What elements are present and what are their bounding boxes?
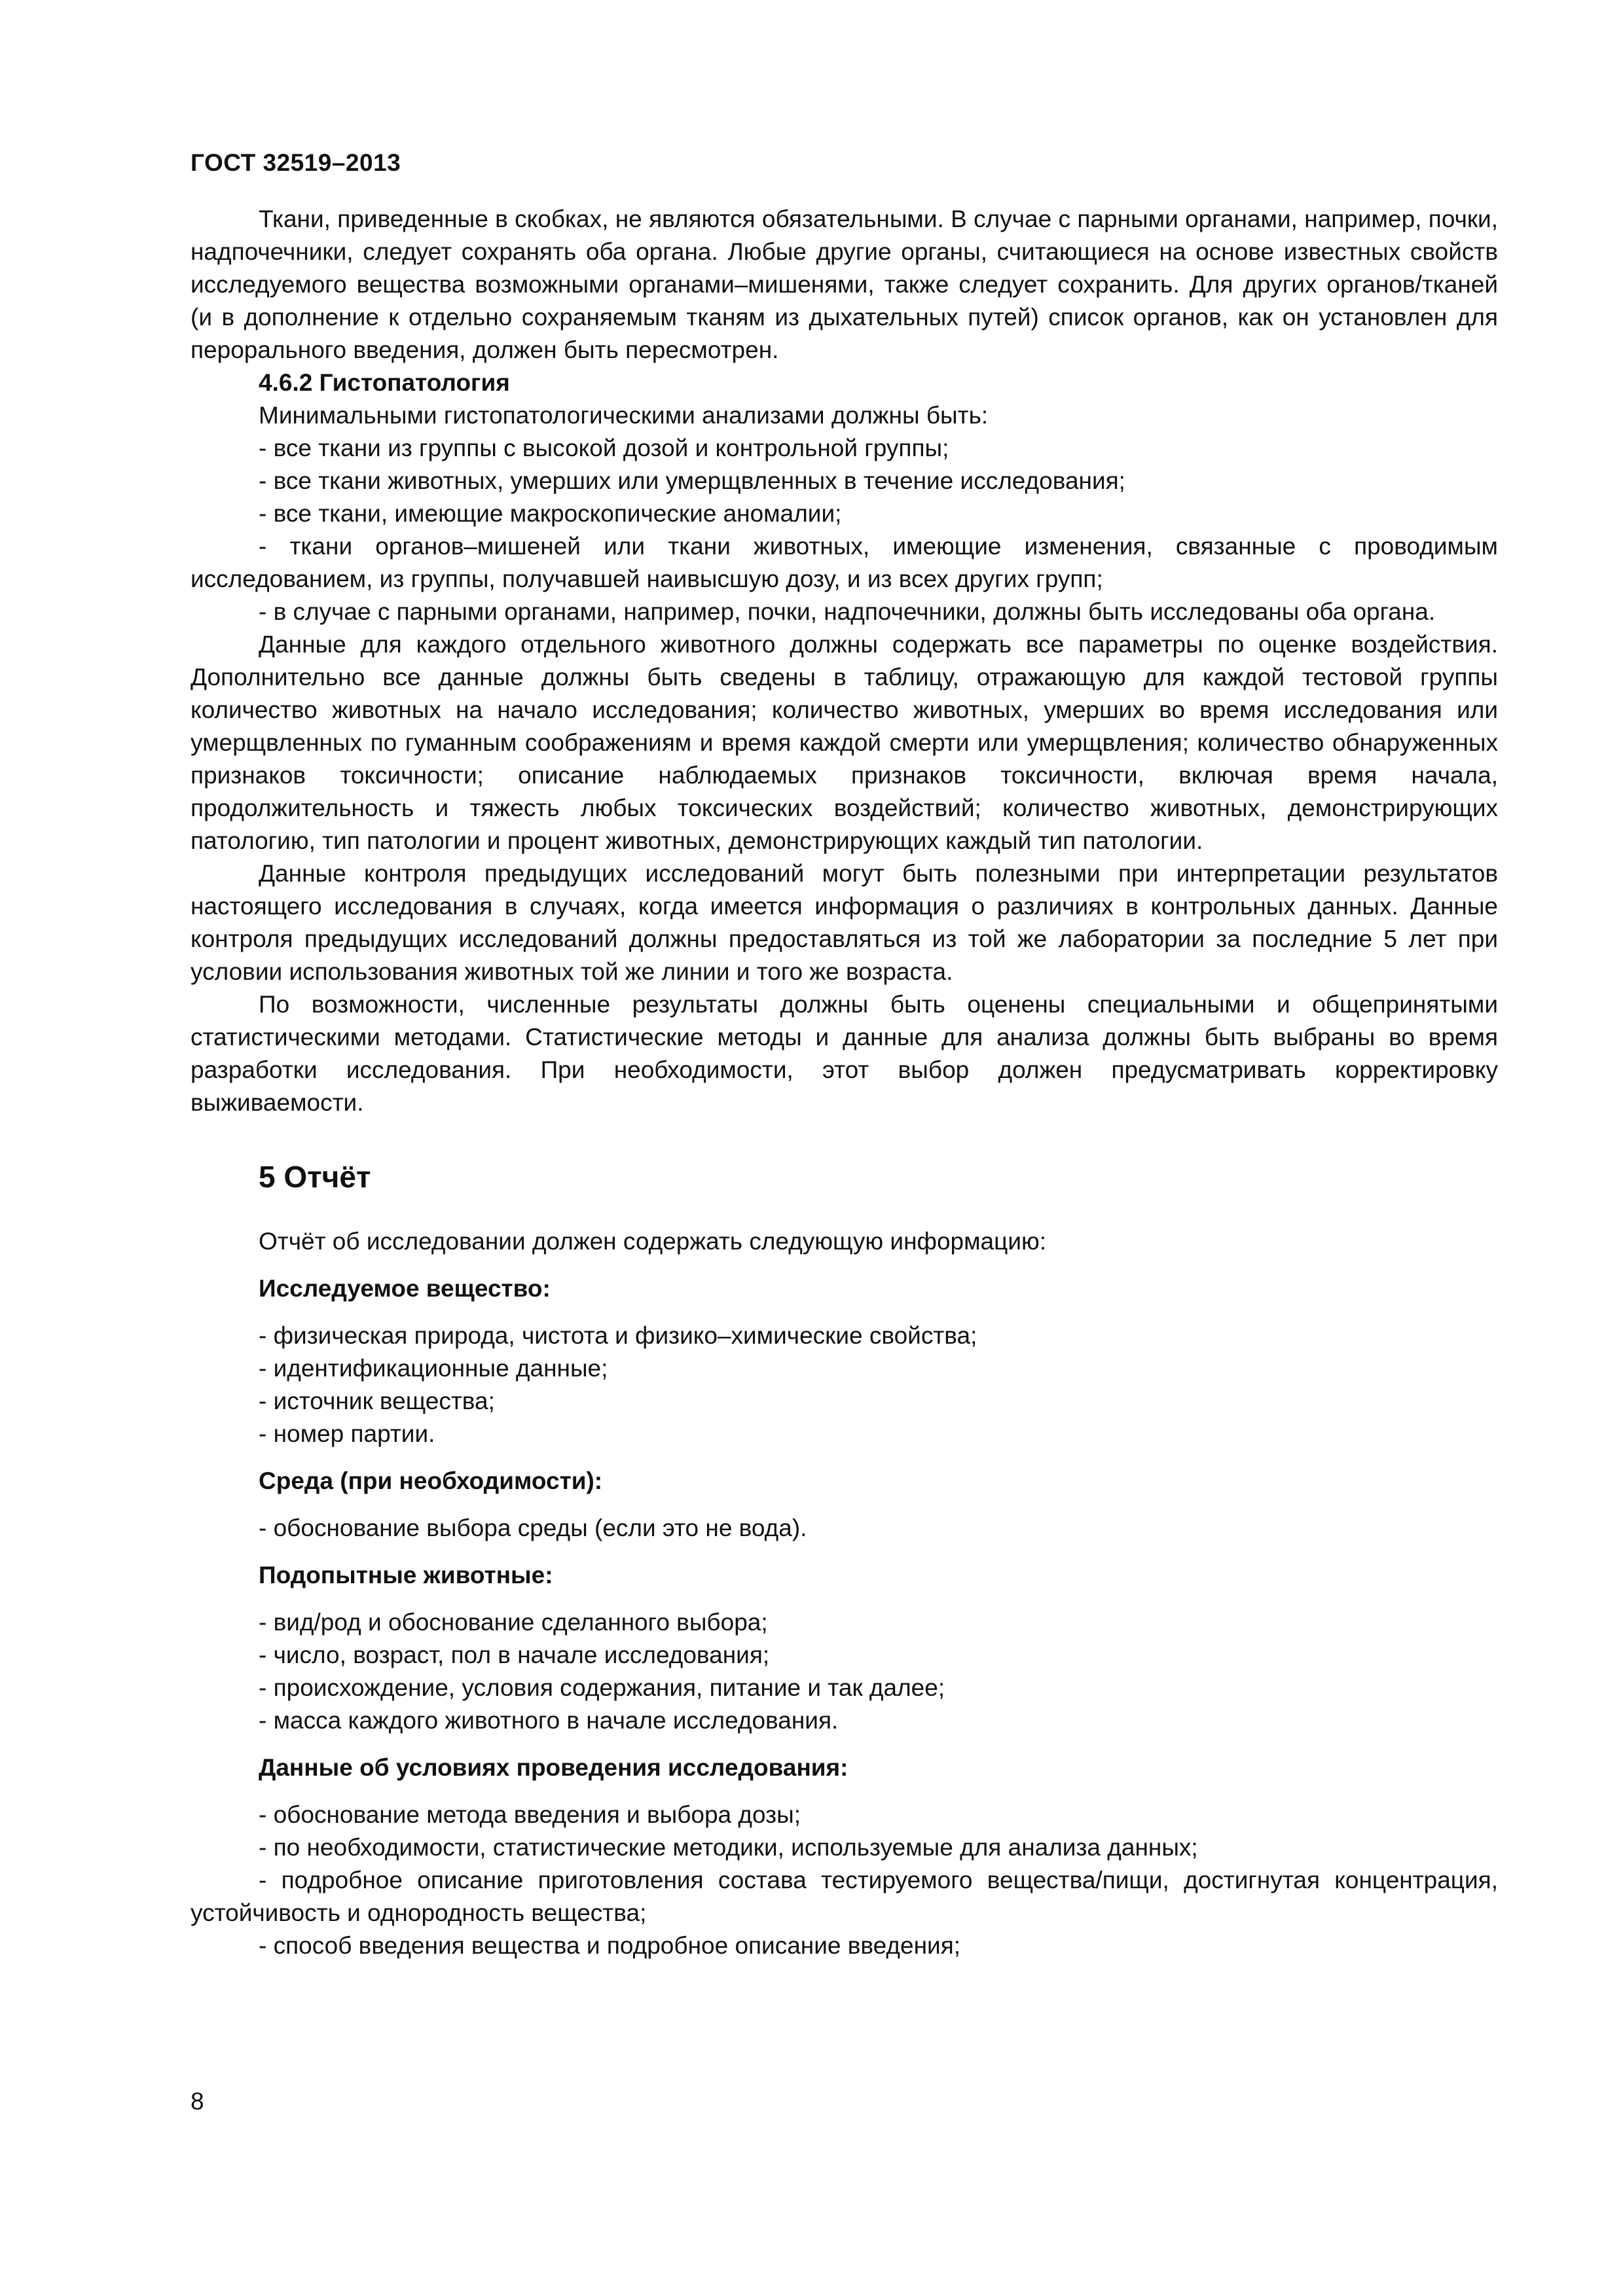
list-item: - источник вещества;	[259, 1388, 495, 1414]
list-item: - происхождение, условия содержания, питание и так далее;	[259, 1674, 945, 1701]
list-item: - ткани органов–мишеней или ткани животных, имеющие изменения, связанные с проводимым исследованием, из группы, получавшей наивысшую дозу, и из всех других групп;	[191, 533, 1498, 592]
list-medium	[191, 1512, 1498, 1545]
list-test-substance	[191, 1319, 1498, 1450]
list-item: - обоснование выбора среды (если это не вода).	[259, 1515, 807, 1541]
list-item: - число, возраст, пол в начале исследования;	[259, 1641, 770, 1668]
list-item: - по необходимости, статистические методики, используемые для анализа данных;	[259, 1834, 1198, 1861]
histopathology-lead: Минимальными гистопатологическими анализами должны быть:	[259, 402, 989, 429]
list-test-conditions	[191, 1799, 1498, 1962]
list-item: - способ введения вещества и подробное описание введения;	[259, 1932, 961, 1959]
list-item: - масса каждого животного в начале исследования.	[259, 1707, 839, 1734]
intro-paragraph: Ткани, приведенные в скобках, не являются обязательными. В случае с парными органами, например, почки, надпочечники, следует сохранять оба органа. Любые другие органы, считающиеся на основе известных свойств исследуемого вещества возможными органами–мишенями, также следует сохранить. Для других органов/тканей (и в дополнение к отдельно сохраняемым тканям из дыхательных путей) список органов, как он установлен для перорального введения, должен быть пересмотрен.	[191, 206, 1498, 363]
list-item: - номер партии.	[259, 1420, 435, 1447]
paragraph: Данные контроля предыдущих исследований могут быть полезными при интерпретации результатов настоящего исследования в случаях, когда имеется информация о различиях в контрольных данных. Данные контроля предыдущих исследований должны предоставляться из той же лаборатории за последние 5 лет при условии использования животных той же линии и того же возраста.	[191, 860, 1498, 985]
heading-test-substance: Исследуемое вещество:	[259, 1275, 551, 1302]
document-header: ГОСТ 32519–2013	[191, 149, 401, 176]
list-item: - все ткани животных, умерших или умерщвленных в течение исследования;	[259, 467, 1125, 494]
paragraph: Данные для каждого отдельного животного должны содержать все параметры по оценке воздействия. Дополнительно все данные должны быть сведены в таблицу, отражающую для каждой тестовой группы количество животных на начало исследования; количество животных, умерших во время исследования или умерщвленных по гуманным соображениям и время каждой смерти или умерщвления; количество обнаруженных признаков токсичности; описание наблюдаемых признаков токсичности, включая время начала, продолжительность и тяжесть любых токсических воздействий; количество животных, демонстрирующих патологию, тип патологии и процент животных, демонстрирующих каждый тип патологии.	[191, 631, 1498, 854]
list-item: - вид/род и обоснование сделанного выбора;	[259, 1609, 768, 1636]
paragraph: По возможности, численные результаты должны быть оценены специальными и общепринятыми статистическими методами. Статистические методы и данные для анализа должны быть выбраны во время разработки исследования. При необходимости, этот выбор должен предусматривать корректировку выживаемости.	[191, 991, 1498, 1116]
section-title-report: 5 Отчёт	[259, 1160, 371, 1194]
list-item: - физическая природа, чистота и физико–химические свойства;	[259, 1322, 977, 1349]
heading-test-conditions: Данные об условиях проведения исследования:	[259, 1754, 848, 1781]
heading-test-animals: Подопытные животные:	[259, 1562, 553, 1588]
heading-medium: Среда (при необходимости):	[259, 1467, 603, 1494]
list-item: - обоснование метода введения и выбора дозы;	[259, 1801, 801, 1828]
page-number: 8	[191, 2088, 204, 2115]
list-item: - идентификационные данные;	[259, 1355, 608, 1382]
list-item: - подробное описание приготовления состава тестируемого вещества/пищи, достигнутая концентрация, устойчивость и однородность вещества;	[191, 1867, 1498, 1926]
document-body	[191, 203, 1498, 1962]
list-item: - в случае с парными органами, например, почки, надпочечники, должны быть исследованы оба органа.	[259, 598, 1436, 625]
report-intro: Отчёт об исследовании должен содержать следующую информацию:	[259, 1228, 1047, 1255]
list-test-animals	[191, 1606, 1498, 1737]
list-item: - все ткани, имеющие макроскопические аномалии;	[259, 500, 842, 527]
subsection-title-histopathology: 4.6.2 Гистопатология	[259, 369, 510, 396]
list-item: - все ткани из группы с высокой дозой и контрольной группы;	[259, 435, 949, 461]
